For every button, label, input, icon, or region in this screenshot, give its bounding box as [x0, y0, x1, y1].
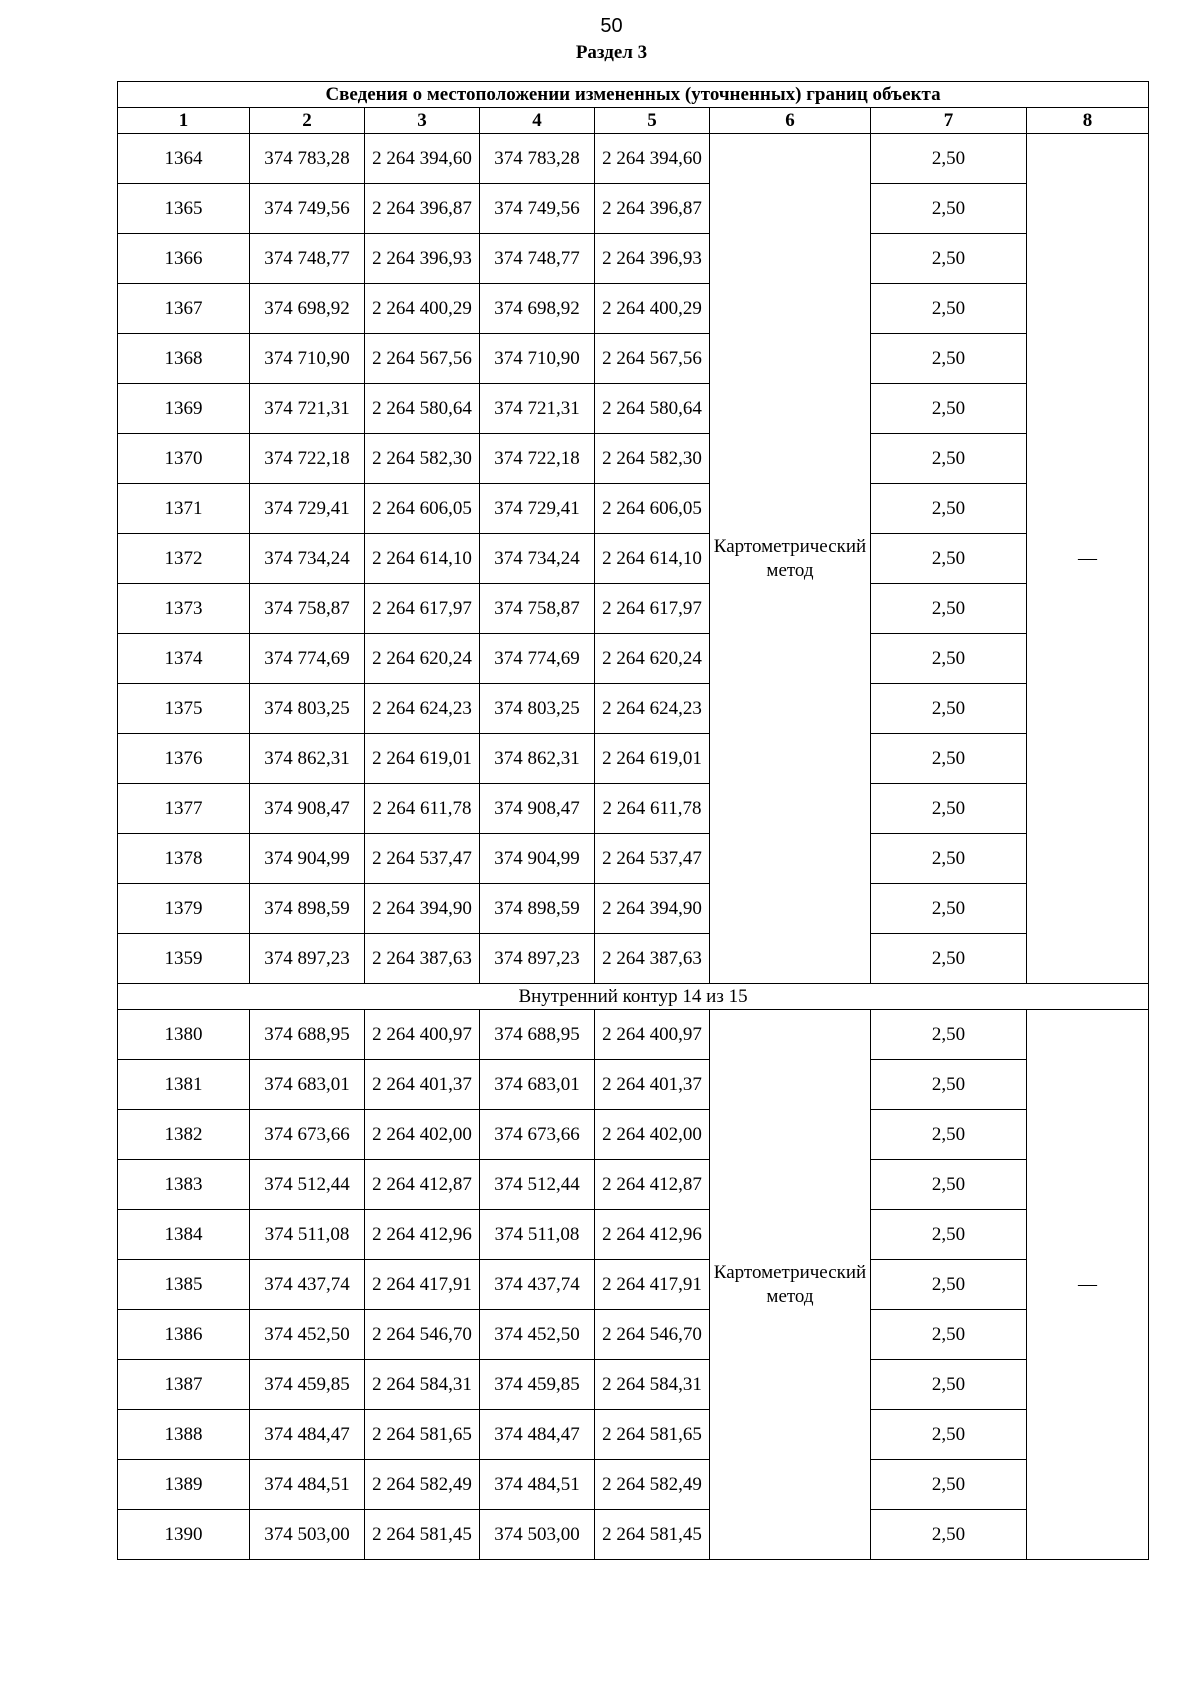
section-title: Раздел 3 — [575, 42, 648, 63]
table-row — [118, 1110, 1149, 1160]
point-number-cell: 1384 — [118, 1210, 250, 1260]
table-row — [118, 584, 1149, 634]
point-number-cell: 1386 — [118, 1310, 250, 1360]
accuracy-cell: 2,50 — [871, 234, 1027, 284]
table-row — [118, 334, 1149, 384]
y-existing-cell: 2 264 412,87 — [365, 1160, 480, 1210]
column-8-cell: — — [1027, 1010, 1149, 1560]
table-row — [118, 934, 1149, 984]
y-existing-cell: 2 264 617,97 — [365, 584, 480, 634]
point-number-cell: 1366 — [118, 234, 250, 284]
accuracy-cell: 2,50 — [871, 584, 1027, 634]
x-refined-cell: 374 897,23 — [480, 934, 595, 984]
y-refined-cell: 2 264 400,29 — [595, 284, 710, 334]
table-row — [118, 1310, 1149, 1360]
y-refined-cell: 2 264 619,01 — [595, 734, 710, 784]
table-row — [118, 1160, 1149, 1210]
accuracy-cell: 2,50 — [871, 434, 1027, 484]
x-refined-cell: 374 748,77 — [480, 234, 595, 284]
accuracy-cell: 2,50 — [871, 1060, 1027, 1110]
x-existing-cell: 374 459,85 — [250, 1360, 365, 1410]
contour-heading-row — [118, 984, 1149, 1010]
table-row — [118, 234, 1149, 284]
table-row — [118, 1360, 1149, 1410]
x-existing-cell: 374 688,95 — [250, 1010, 365, 1060]
y-refined-cell: 2 264 567,56 — [595, 334, 710, 384]
point-number-cell: 1371 — [118, 484, 250, 534]
table-row — [118, 734, 1149, 784]
y-refined-cell: 2 264 401,37 — [595, 1060, 710, 1110]
point-number-cell: 1368 — [118, 334, 250, 384]
y-existing-cell: 2 264 400,29 — [365, 284, 480, 334]
y-refined-cell: 2 264 614,10 — [595, 534, 710, 584]
accuracy-cell: 2,50 — [871, 334, 1027, 384]
x-refined-cell: 374 511,08 — [480, 1210, 595, 1260]
point-number-cell: 1390 — [118, 1510, 250, 1560]
y-refined-cell: 2 264 394,60 — [595, 134, 710, 184]
x-existing-cell: 374 722,18 — [250, 434, 365, 484]
y-existing-cell: 2 264 394,90 — [365, 884, 480, 934]
y-existing-cell: 2 264 611,78 — [365, 784, 480, 834]
y-refined-cell: 2 264 396,87 — [595, 184, 710, 234]
point-number-cell: 1379 — [118, 884, 250, 934]
x-existing-cell: 374 897,23 — [250, 934, 365, 984]
y-refined-cell: 2 264 624,23 — [595, 684, 710, 734]
x-refined-cell: 374 484,51 — [480, 1460, 595, 1510]
y-existing-cell: 2 264 537,47 — [365, 834, 480, 884]
x-existing-cell: 374 511,08 — [250, 1210, 365, 1260]
accuracy-cell: 2,50 — [871, 384, 1027, 434]
x-refined-cell: 374 774,69 — [480, 634, 595, 684]
boundary-coordinates-table — [117, 81, 1149, 1560]
x-refined-cell: 374 459,85 — [480, 1360, 595, 1410]
point-number-cell: 1387 — [118, 1360, 250, 1410]
point-number-cell: 1389 — [118, 1460, 250, 1510]
table-row — [118, 434, 1149, 484]
point-number-cell: 1385 — [118, 1260, 250, 1310]
y-refined-cell: 2 264 617,97 — [595, 584, 710, 634]
x-existing-cell: 374 862,31 — [250, 734, 365, 784]
x-refined-cell: 374 484,47 — [480, 1410, 595, 1460]
y-existing-cell: 2 264 584,31 — [365, 1360, 480, 1410]
x-existing-cell: 374 803,25 — [250, 684, 365, 734]
point-number-cell: 1374 — [118, 634, 250, 684]
accuracy-cell: 2,50 — [871, 834, 1027, 884]
accuracy-cell: 2,50 — [871, 1460, 1027, 1510]
x-existing-cell: 374 698,92 — [250, 284, 365, 334]
x-refined-cell: 374 898,59 — [480, 884, 595, 934]
y-existing-cell: 2 264 387,63 — [365, 934, 480, 984]
x-existing-cell: 374 484,51 — [250, 1460, 365, 1510]
y-refined-cell: 2 264 581,45 — [595, 1510, 710, 1560]
table-row — [118, 1010, 1149, 1060]
y-refined-cell: 2 264 580,64 — [595, 384, 710, 434]
y-existing-cell: 2 264 396,87 — [365, 184, 480, 234]
x-refined-cell: 374 673,66 — [480, 1110, 595, 1160]
x-refined-cell: 374 688,95 — [480, 1010, 595, 1060]
y-refined-cell: 2 264 394,90 — [595, 884, 710, 934]
accuracy-cell: 2,50 — [871, 934, 1027, 984]
y-existing-cell: 2 264 567,56 — [365, 334, 480, 384]
x-refined-cell: 374 452,50 — [480, 1310, 595, 1360]
y-refined-cell: 2 264 396,93 — [595, 234, 710, 284]
point-number-cell: 1378 — [118, 834, 250, 884]
y-refined-cell: 2 264 402,00 — [595, 1110, 710, 1160]
column-number: 3 — [365, 108, 480, 134]
y-refined-cell: 2 264 387,63 — [595, 934, 710, 984]
x-existing-cell: 374 437,74 — [250, 1260, 365, 1310]
column-number: 2 — [250, 108, 365, 134]
y-refined-cell: 2 264 537,47 — [595, 834, 710, 884]
accuracy-cell: 2,50 — [871, 1260, 1027, 1310]
y-existing-cell: 2 264 606,05 — [365, 484, 480, 534]
table-row — [118, 484, 1149, 534]
y-refined-cell: 2 264 584,31 — [595, 1360, 710, 1410]
table-row — [118, 1060, 1149, 1110]
table-row — [118, 684, 1149, 734]
y-existing-cell: 2 264 580,64 — [365, 384, 480, 434]
y-refined-cell: 2 264 611,78 — [595, 784, 710, 834]
x-refined-cell: 374 803,25 — [480, 684, 595, 734]
y-existing-cell: 2 264 620,24 — [365, 634, 480, 684]
table-row — [118, 834, 1149, 884]
point-number-cell: 1376 — [118, 734, 250, 784]
table-row — [118, 1410, 1149, 1460]
point-number-cell: 1380 — [118, 1010, 250, 1060]
x-refined-cell: 374 683,01 — [480, 1060, 595, 1110]
column-8-cell: — — [1027, 134, 1149, 984]
y-existing-cell: 2 264 417,91 — [365, 1260, 480, 1310]
x-refined-cell: 374 908,47 — [480, 784, 595, 834]
x-refined-cell: 374 734,24 — [480, 534, 595, 584]
table-row — [118, 284, 1149, 334]
x-refined-cell: 374 758,87 — [480, 584, 595, 634]
x-existing-cell: 374 683,01 — [250, 1060, 365, 1110]
y-refined-cell: 2 264 412,87 — [595, 1160, 710, 1210]
column-number: 7 — [871, 108, 1027, 134]
point-number-cell: 1372 — [118, 534, 250, 584]
y-refined-cell: 2 264 546,70 — [595, 1310, 710, 1360]
y-refined-cell: 2 264 582,49 — [595, 1460, 710, 1510]
point-number-cell: 1383 — [118, 1160, 250, 1210]
accuracy-cell: 2,50 — [871, 784, 1027, 834]
x-existing-cell: 374 452,50 — [250, 1310, 365, 1360]
method-cell: Картометрический метод — [710, 134, 871, 984]
table-row — [118, 1210, 1149, 1260]
point-number-cell: 1359 — [118, 934, 250, 984]
contour-heading: Внутренний контур 14 из 15 — [118, 984, 1149, 1010]
page-number: 50 — [600, 15, 623, 37]
x-existing-cell: 374 898,59 — [250, 884, 365, 934]
accuracy-cell: 2,50 — [871, 1360, 1027, 1410]
x-refined-cell: 374 783,28 — [480, 134, 595, 184]
y-refined-cell: 2 264 606,05 — [595, 484, 710, 534]
y-existing-cell: 2 264 619,01 — [365, 734, 480, 784]
x-refined-cell: 374 721,31 — [480, 384, 595, 434]
point-number-cell: 1365 — [118, 184, 250, 234]
point-number-cell: 1369 — [118, 384, 250, 434]
x-existing-cell: 374 774,69 — [250, 634, 365, 684]
y-existing-cell: 2 264 400,97 — [365, 1010, 480, 1060]
y-existing-cell: 2 264 614,10 — [365, 534, 480, 584]
accuracy-cell: 2,50 — [871, 734, 1027, 784]
accuracy-cell: 2,50 — [871, 1210, 1027, 1260]
x-refined-cell: 374 698,92 — [480, 284, 595, 334]
table-row — [118, 384, 1149, 434]
accuracy-cell: 2,50 — [871, 484, 1027, 534]
y-existing-cell: 2 264 581,45 — [365, 1510, 480, 1560]
y-existing-cell: 2 264 546,70 — [365, 1310, 480, 1360]
accuracy-cell: 2,50 — [871, 134, 1027, 184]
column-number: 5 — [595, 108, 710, 134]
accuracy-cell: 2,50 — [871, 634, 1027, 684]
y-existing-cell: 2 264 412,96 — [365, 1210, 480, 1260]
table-title: Сведения о местоположении измененных (уточненных) границ объекта — [118, 82, 1149, 108]
x-refined-cell: 374 904,99 — [480, 834, 595, 884]
x-existing-cell: 374 758,87 — [250, 584, 365, 634]
column-number: 6 — [710, 108, 871, 134]
x-existing-cell: 374 749,56 — [250, 184, 365, 234]
accuracy-cell: 2,50 — [871, 1010, 1027, 1060]
y-existing-cell: 2 264 401,37 — [365, 1060, 480, 1110]
point-number-cell: 1382 — [118, 1110, 250, 1160]
x-existing-cell: 374 729,41 — [250, 484, 365, 534]
table-row — [118, 1460, 1149, 1510]
y-refined-cell: 2 264 582,30 — [595, 434, 710, 484]
table-row — [118, 784, 1149, 834]
x-existing-cell: 374 748,77 — [250, 234, 365, 284]
x-existing-cell: 374 673,66 — [250, 1110, 365, 1160]
table-row — [118, 1260, 1149, 1310]
accuracy-cell: 2,50 — [871, 1160, 1027, 1210]
x-refined-cell: 374 437,74 — [480, 1260, 595, 1310]
column-number-row — [118, 108, 1149, 134]
x-refined-cell: 374 729,41 — [480, 484, 595, 534]
point-number-cell: 1370 — [118, 434, 250, 484]
accuracy-cell: 2,50 — [871, 534, 1027, 584]
table-row — [118, 634, 1149, 684]
x-refined-cell: 374 862,31 — [480, 734, 595, 784]
x-refined-cell: 374 722,18 — [480, 434, 595, 484]
accuracy-cell: 2,50 — [871, 1510, 1027, 1560]
y-existing-cell: 2 264 402,00 — [365, 1110, 480, 1160]
x-refined-cell: 374 512,44 — [480, 1160, 595, 1210]
x-refined-cell: 374 749,56 — [480, 184, 595, 234]
x-refined-cell: 374 503,00 — [480, 1510, 595, 1560]
x-existing-cell: 374 503,00 — [250, 1510, 365, 1560]
y-existing-cell: 2 264 582,49 — [365, 1460, 480, 1510]
accuracy-cell: 2,50 — [871, 1410, 1027, 1460]
x-existing-cell: 374 904,99 — [250, 834, 365, 884]
accuracy-cell: 2,50 — [871, 284, 1027, 334]
method-cell: Картометрический метод — [710, 1010, 871, 1560]
y-refined-cell: 2 264 620,24 — [595, 634, 710, 684]
point-number-cell: 1375 — [118, 684, 250, 734]
point-number-cell: 1388 — [118, 1410, 250, 1460]
table-row — [118, 884, 1149, 934]
y-existing-cell: 2 264 582,30 — [365, 434, 480, 484]
table-row — [118, 534, 1149, 584]
point-number-cell: 1381 — [118, 1060, 250, 1110]
x-existing-cell: 374 710,90 — [250, 334, 365, 384]
y-refined-cell: 2 264 400,97 — [595, 1010, 710, 1060]
point-number-cell: 1377 — [118, 784, 250, 834]
y-existing-cell: 2 264 396,93 — [365, 234, 480, 284]
x-existing-cell: 374 734,24 — [250, 534, 365, 584]
column-number: 8 — [1027, 108, 1149, 134]
x-existing-cell: 374 484,47 — [250, 1410, 365, 1460]
accuracy-cell: 2,50 — [871, 884, 1027, 934]
table-row — [118, 184, 1149, 234]
accuracy-cell: 2,50 — [871, 1310, 1027, 1360]
point-number-cell: 1364 — [118, 134, 250, 184]
column-number: 1 — [118, 108, 250, 134]
point-number-cell: 1373 — [118, 584, 250, 634]
accuracy-cell: 2,50 — [871, 184, 1027, 234]
accuracy-cell: 2,50 — [871, 1110, 1027, 1160]
y-refined-cell: 2 264 581,65 — [595, 1410, 710, 1460]
y-refined-cell: 2 264 417,91 — [595, 1260, 710, 1310]
y-existing-cell: 2 264 624,23 — [365, 684, 480, 734]
x-existing-cell: 374 908,47 — [250, 784, 365, 834]
x-existing-cell: 374 783,28 — [250, 134, 365, 184]
y-existing-cell: 2 264 581,65 — [365, 1410, 480, 1460]
x-refined-cell: 374 710,90 — [480, 334, 595, 384]
y-existing-cell: 2 264 394,60 — [365, 134, 480, 184]
x-existing-cell: 374 721,31 — [250, 384, 365, 434]
point-number-cell: 1367 — [118, 284, 250, 334]
y-refined-cell: 2 264 412,96 — [595, 1210, 710, 1260]
accuracy-cell: 2,50 — [871, 684, 1027, 734]
table-row — [118, 134, 1149, 184]
table-row — [118, 1510, 1149, 1560]
column-number: 4 — [480, 108, 595, 134]
x-existing-cell: 374 512,44 — [250, 1160, 365, 1210]
